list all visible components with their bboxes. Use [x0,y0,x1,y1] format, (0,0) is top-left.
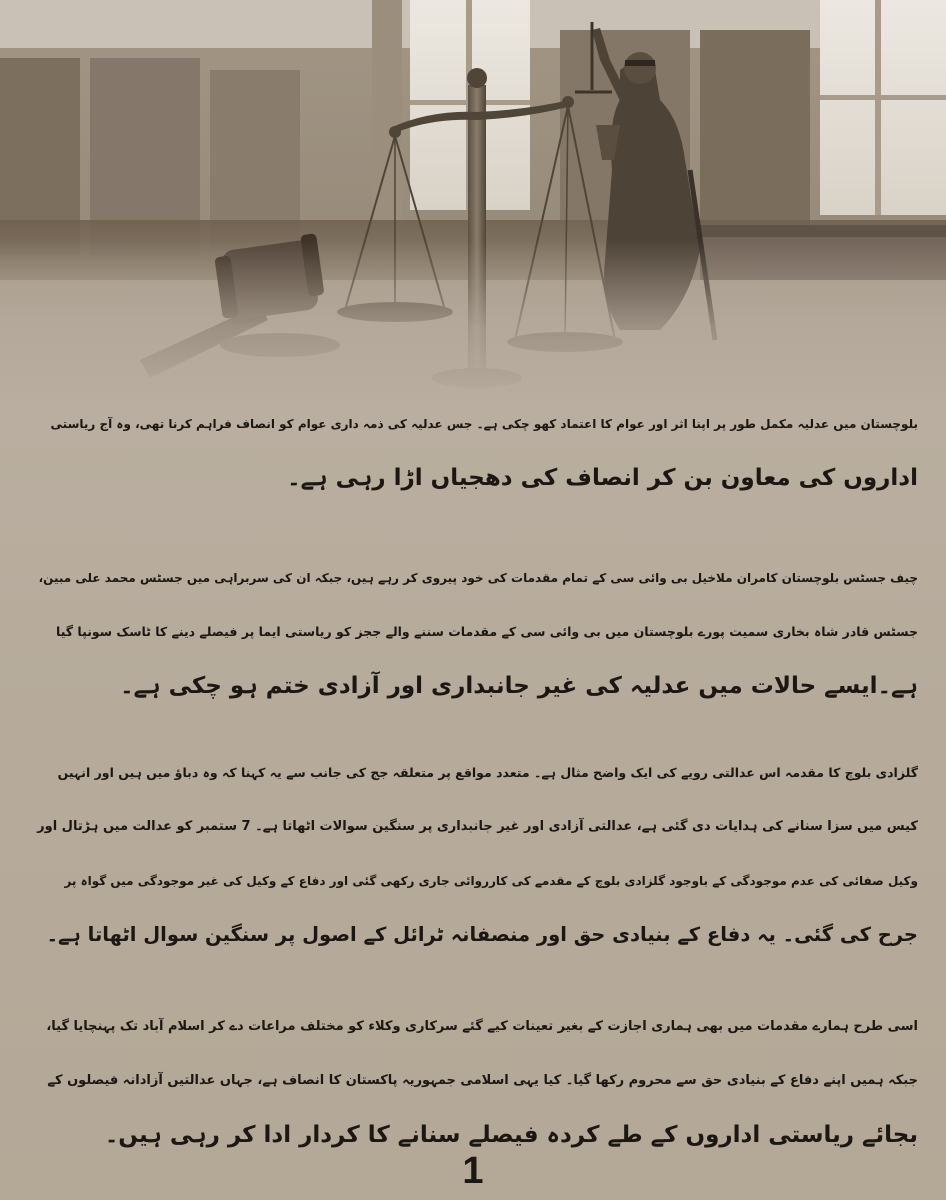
paragraph-line: جرح کی گئی۔ یہ دفاع کے بنیادی حق اور منصفانہ ٹرائل کے اصول پر سنگین سوال اٹھاتا ہے۔ [46,923,918,946]
paragraph-line: اسی طرح ہمارے مقدمات میں بھی ہماری اجازت کے بغیر تعینات کیے گئے سرکاری وکلاء کو مختلف مراعات دے کر اسلام آباد تک پہنچایا گیا، [46,1019,918,1034]
paragraph-line: کیس میں سزا سنانے کی ہدایات دی گئی ہے، عدالتی آزادی اور غیر جانبداری پر سنگین سوالات اٹھاتا ہے۔ 7 ستمبر کو عدالت میں ہڑتال اور [37,819,918,834]
paragraph-2 [30,551,918,713]
paragraph-line: ہے۔ایسے حالات میں عدلیہ کی غیر جانبداری اور آزادی ختم ہو چکی ہے۔ [120,673,918,699]
paragraph-line: جسٹس قادر شاہ بخاری سمیت پورے بلوچستان میں بی وائی سی کے مقدمات سننے والے ججز کو ریاستی ایما پر فیصلے دینے کا ٹاسک سونپا گیا [56,624,918,639]
hero-image [0,0,946,400]
paragraph-line: جبکہ ہمیں اپنے دفاع کے بنیادی حق سے محروم رکھا گیا۔ کیا یہی اسلامی جمہوریہ پاکستان کا انصاف ہے، جہاں عدالتیں آزادانہ فیصلوں کے [47,1073,918,1088]
paragraph-line: بلوچستان میں عدلیہ مکمل طور پر اپنا اثر اور عوام کا اعتماد کھو چکی ہے۔ جس عدلیہ کی ذمہ داری عوام کو انصاف فراہم کرنا تھی، وہ آج ریاستی [50,417,918,431]
paragraph-line: گلزادی بلوچ کا مقدمہ اس عدالتی رویے کی ایک واضح مثال ہے۔ متعدد مواقع پر متعلقہ جج کی جانب سے یہ کہنا کہ وہ دباؤ میں ہیں اور انہیں [57,765,918,780]
paragraph-line: بجائے ریاستی اداروں کے طے کردہ فیصلے سنانے کا کردار ادا کر رہی ہیں۔ [104,1122,918,1148]
page-number: 1 [462,1150,484,1192]
paragraph-1 [30,397,918,505]
paragraph-line: چیف جسٹس بلوچستان کامران ملاخیل بی وائی سی کے تمام مقدمات کی خود پیروی کر رہے ہیں، جبکہ ان کی سربراہی میں جسٹس محمد علی مبین، [38,571,918,585]
hero-fade-overlay [0,240,946,400]
paragraph-line: اداروں کی معاون بن کر انصاف کی دھجیاں اڑا رہی ہے۔ [287,465,918,491]
paragraph-line: وکیل صفائی کی عدم موجودگی کے باوجود گلزادی بلوچ کے مقدمے کی کارروائی جاری رکھی گئی اور دفاع کے وکیل کی غیر موجودگی میں گواہ پر [64,874,918,888]
paragraph-4 [30,1000,918,1162]
paragraph-3 [30,746,918,962]
